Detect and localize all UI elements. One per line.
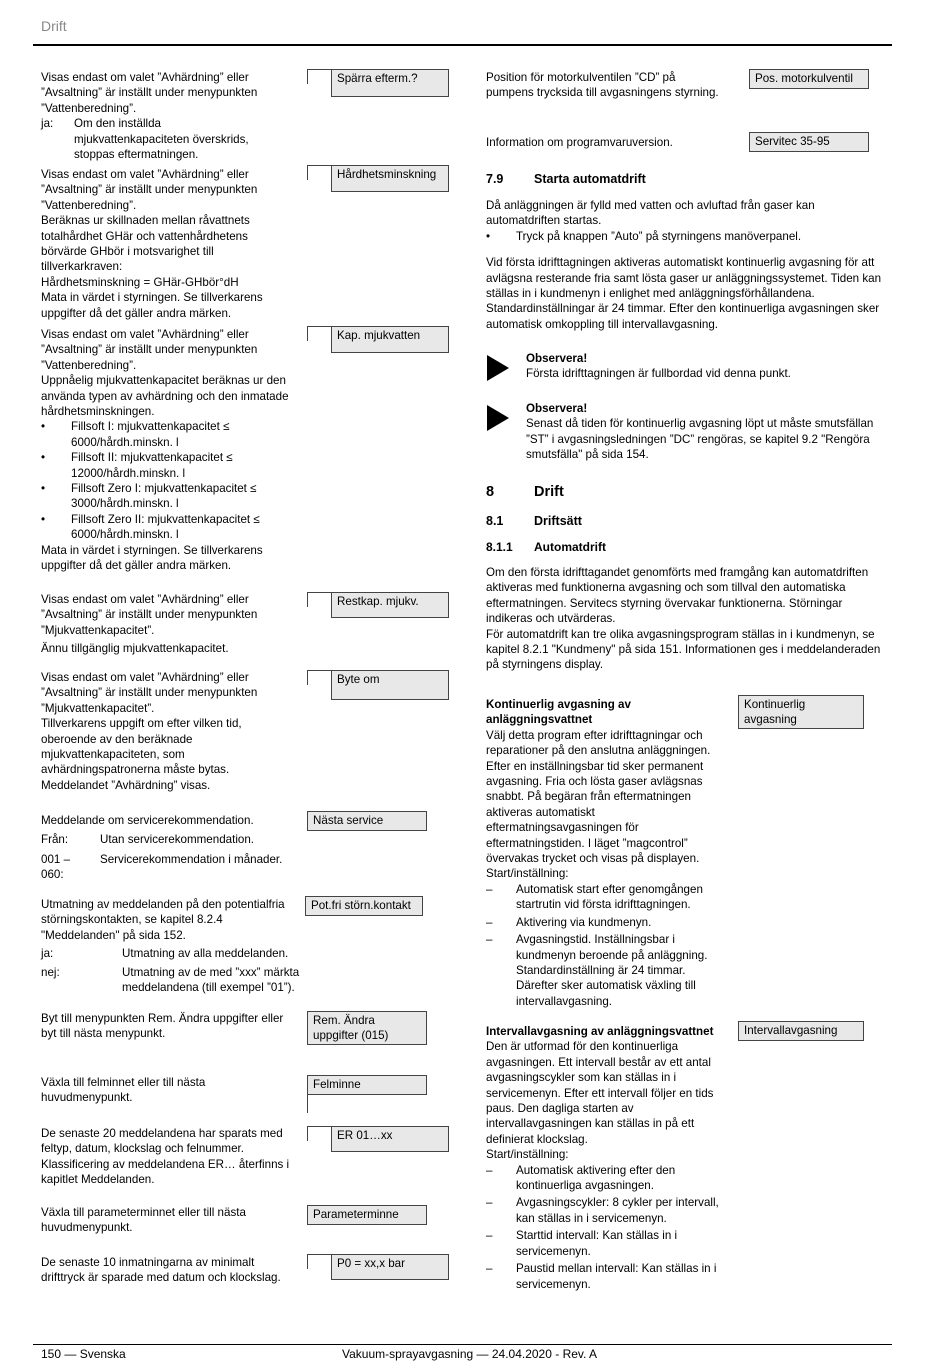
definition-key: ja:	[41, 947, 54, 961]
menu-box-p0: P0 = xx,x bar	[331, 1254, 449, 1280]
paragraph: Utmatning av meddelanden på den potentialfria störningskontakten, se kapitel 8.2.4 "Meddelanden" på sida 152.	[41, 898, 285, 942]
block-kap-mjukvatten	[41, 327, 289, 574]
menu-connector	[307, 1095, 308, 1113]
block-byte-om	[41, 670, 263, 793]
section-heading-8-1	[486, 514, 582, 528]
block-nasta-service	[41, 813, 291, 883]
section-title: Starta automatdrift	[534, 172, 646, 186]
menu-box-kontinuerlig: Kontinuerlig avgasning	[738, 695, 864, 729]
page-number: 150 — Svenska	[41, 1347, 126, 1361]
list-item: • Fillsoft Zero II: mjukvattenkapacitet ≤ 6000/hårdh.minskn. l	[41, 512, 289, 543]
menu-connector	[307, 670, 332, 685]
section-title: Automatdrift	[534, 540, 606, 554]
block-p0	[41, 1255, 291, 1286]
list-item: • Fillsoft I: mjukvattenkapacitet ≤ 6000/hårdh.minskn. l	[41, 419, 289, 450]
definition-key: 001 – 060:	[41, 852, 71, 882]
definition-row	[41, 965, 301, 996]
list-item: • Fillsoft Zero I: mjukvattenkapacitet ≤ 3000/hårdh.minskn. l	[41, 481, 289, 512]
definition-key: nej:	[41, 965, 60, 979]
menu-connector	[307, 165, 332, 180]
program-intervall	[486, 1024, 729, 1292]
block-felminne	[41, 1075, 241, 1106]
menu-connector	[307, 592, 332, 607]
block-sparra-efterm	[41, 70, 263, 162]
list-item: – Starttid intervall: Kan ställas in i servicemenyn.	[486, 1228, 729, 1259]
note-title: Observera!	[526, 402, 588, 415]
menu-box-nasta-service: Nästa service	[307, 811, 427, 831]
note-1	[526, 351, 886, 382]
menu-box-restkap: Restkap. mjukv.	[331, 592, 449, 618]
section-body-7-9	[486, 198, 891, 332]
definition-key: Från:	[41, 833, 69, 847]
definition-value: Utmatning av de med ”xxx” märkta meddelandena (till exempel ”01”).	[122, 965, 300, 995]
menu-box-rem-andra: Rem. Ändra uppgifter (015)	[307, 1011, 427, 1045]
paragraph: Ännu tillgänglig mjukvattenkapacitet.	[41, 642, 229, 656]
program-title: Kontinuerlig avgasning av anläggningsvattnet	[486, 698, 631, 727]
block-rem-andra	[41, 1011, 291, 1042]
paragraph: Visas endast om valet ”Avhärdning” eller ”Avsaltning” är inställt under menypunkten ”Mjukvattenkapacitet”.	[41, 593, 258, 637]
paragraph: De senaste 20 meddelandena har sparats med feltyp, datum, klockslag och felnummer. Klassificering av meddelandena ER… återfinns i kapitlet Meddelanden.	[41, 1127, 290, 1187]
paragraph: Vid första idrifttagningen aktiveras automatiskt kontinuerlig avgasning för att avlägsna resterande fria samt lösta gaser ur anläggningssystemet. Tiden kan ställas in i kundmenyn i enlighet med anläggningsförhållandena. Standardinställningar är 24 timmar. Efter den kontinuerliga avgasningen sker automatisk omkoppling till intervallavgasning.	[486, 256, 882, 331]
menu-box-kap-mjukvatten: Kap. mjukvatten	[331, 326, 449, 353]
section-title: Driftsätt	[534, 514, 582, 528]
definition-key: ja:	[41, 117, 54, 131]
menu-box-intervall: Intervallavgasning	[738, 1021, 864, 1041]
paragraph: Välj detta program efter idrifttagningar och reparationer på den anslutna anläggningen. Efter en inställningsbar tid sker permanent avgasning. Fria och lösta gaser avlägsnas snabbt. På begäran från eftermatningen aktiveras automatiskt eftermatningsavgasningen för eftermatningstiden. I läget ”magcontrol” övervakas trycket och visas på displayen.	[486, 728, 711, 866]
list-item: – Automatisk aktivering efter den kontinuerliga avgasningen.	[486, 1163, 729, 1194]
footer-rule	[33, 1344, 892, 1345]
definition-row	[41, 832, 291, 847]
document-title: Vakuum-sprayavgasning — 24.04.2020 - Rev. A	[342, 1347, 598, 1361]
definition-row	[41, 116, 263, 162]
menu-connector	[307, 1254, 332, 1269]
list-item: – Avgasningstid. Inställningsbar i kundmenyn beroende på anläggning. Standardinställning är 24 timmar. Därefter sker automatisk växling till intervallavgasning.	[486, 932, 729, 1009]
section-number: 7.9	[486, 172, 504, 186]
paragraph: De senaste 10 inmatningarna av minimalt drifttryck är sparade med datum och klockslag.	[41, 1256, 281, 1285]
menu-box-felminne: Felminne	[307, 1075, 427, 1095]
program-title: Intervallavgasning av anläggningsvattnet	[486, 1025, 714, 1038]
block-parameterminne	[41, 1205, 261, 1236]
list-item: – Avgasningscykler: 8 cykler per intervall, kan ställas in i servicemenyn.	[486, 1195, 729, 1226]
block-er-list	[41, 1126, 291, 1188]
section-number: 8.1	[486, 514, 504, 528]
menu-box-sparra-efterm: Spärra efterm.?	[331, 69, 449, 97]
paragraph: Om den första idrifttagandet genomförts med framgång kan automatdriften aktiveras med funktionerna avgasning och som tillval den automatiska eftermatningen. Servitecs styrning övervakar funktionerna. Störningar indikeras och utvärderas.	[486, 566, 869, 626]
list-item: – Automatisk start efter genomgången startrutin vid första idrifttagningen.	[486, 882, 729, 913]
section-number: 8	[486, 484, 495, 500]
note-arrow-icon	[487, 405, 509, 431]
paragraph: Visas endast om valet ”Avhärdning” eller ”Avsaltning” är inställt under menypunkten ”Vattenberedning”.	[41, 168, 258, 212]
section-heading-8-1-1	[486, 540, 606, 554]
paragraph: Byt till menypunkten Rem. Ändra uppgifter eller byt till nästa menypunkt.	[41, 1012, 284, 1041]
note-2	[526, 401, 886, 463]
definition-row	[41, 852, 291, 883]
block-pot-fri	[41, 897, 301, 995]
paragraph: Mata in värdet i styrningen. Se tillverkarens uppgifter då det gäller andra märken.	[41, 543, 263, 573]
section-number: 8.1.1	[486, 540, 513, 554]
paragraph: Den är utformad för den kontinuerliga avgasningen. Ett intervall består av ett antal avgasningscykler som kan ställas in i servicemenyn. Efter ett intervall följer en tids paus. Den dagliga starten av intervallavgasningen kan ställas in på ett definierat klockslag.	[486, 1040, 714, 1146]
list-item: • Tryck på knappen ”Auto” på styrningens manöverpanel.	[486, 229, 891, 244]
section-body-8-1-1	[486, 565, 891, 673]
block-restkap	[41, 592, 263, 657]
chapter-heading-8	[486, 484, 564, 500]
section-heading-7-9	[486, 172, 646, 186]
definition-value: Servicerekommendation i månader.	[100, 852, 283, 866]
paragraph-programvaruversion: Information om programvaruversion.	[486, 136, 673, 149]
list-item: • Fillsoft II: mjukvattenkapacitet ≤ 12000/hårdh.minskn. l	[41, 450, 289, 481]
paragraph: För automatdrift kan tre olika avgasningsprogram ställas in i kundmenyn, se kapitel 8.2.1 "Kundmeny" på sida 151. Informationen ges i meddelanderaden på styrningens display.	[486, 627, 881, 672]
section-title: Drift	[534, 484, 564, 500]
menu-connector	[307, 1126, 332, 1141]
paragraph: Visas endast om valet ”Avhärdning” eller ”Avsaltning” är inställt under menypunkten ”Vattenberedning”.	[41, 328, 258, 372]
note-title: Observera!	[526, 352, 588, 365]
menu-box-pot-fri: Pot.fri störn.kontakt	[305, 896, 423, 916]
dash-list	[486, 882, 729, 1009]
paragraph: Mata in värdet i styrningen. Se tillverkarens uppgifter då det gäller andra märken.	[41, 291, 263, 320]
menu-connector	[307, 326, 332, 341]
header-rule	[33, 44, 892, 46]
note-arrow-icon	[487, 355, 509, 381]
paragraph: Start/inställning:	[486, 867, 569, 881]
paragraph-motorkulventil: Position för motorkulventilen ”CD” på pumpens trycksida till avgasningens styrning.	[486, 71, 719, 100]
list-item: – Paustid mellan intervall: Kan ställas in i servicemenyn.	[486, 1261, 729, 1292]
bullet-list	[486, 229, 891, 244]
paragraph: Uppnåelig mjukvattenkapacitet beräknas ur den använda typen av avhärdning och den inmatade hårdhetsminskningen.	[41, 374, 289, 419]
paragraph: Då anläggningen är fylld med vatten och avluftad från gaser kan automatdriften startas.	[486, 199, 815, 228]
menu-box-er-list: ER 01…xx	[331, 1126, 449, 1152]
menu-box-byte-om: Byte om	[331, 670, 449, 700]
bullet-list	[41, 419, 289, 542]
program-kontinuerlig	[486, 697, 729, 1009]
definition-value: Utmatning av alla meddelanden.	[122, 947, 289, 961]
paragraph: Visas endast om valet ”Avhärdning” eller ”Avsaltning” är inställt under menypunkten ”Mjukvattenkapacitet”.	[41, 671, 258, 715]
paragraph: Visas endast om valet ”Avhärdning” eller ”Avsaltning” är inställt under menypunkten ”Vattenberedning”.	[41, 71, 258, 115]
note-text: Första idrifttagningen är fullbordad vid denna punkt.	[526, 367, 791, 381]
paragraph: Växla till parameterminnet eller till nästa huvudmenypunkt.	[41, 1206, 246, 1235]
paragraph: Växla till felminnet eller till nästa huvudmenypunkt.	[41, 1076, 206, 1105]
block-hardhetsminskning	[41, 167, 291, 321]
menu-box-servitec: Servitec 35-95	[749, 132, 869, 152]
paragraph: Beräknas ur skillnaden mellan råvattnets totalhårdhet GHär och vattenhårdhetens börvärde GHbör i motsvarighet till tillverkarkraven:	[41, 214, 250, 274]
formula: Hårdhetsminskning = GHär-GHbör°dH	[41, 275, 239, 289]
definition-value: Utan servicerekommendation.	[100, 833, 255, 847]
definition-value: Om den inställda mjukvattenkapaciteten överskrids, stoppas eftermatningen.	[74, 117, 249, 162]
paragraph: Tillverkarens uppgift om efter vilken tid, oberoende av den beräknade mjukvattenkapaciteten, som avhärdningspatronerna måste bytas. Meddelandet ”Avhärdning” visas.	[41, 717, 242, 792]
menu-box-parameterminne: Parameterminne	[307, 1205, 427, 1225]
definition-row	[41, 946, 301, 961]
menu-connector	[307, 69, 332, 84]
menu-box-pos-motorkulventil: Pos. motorkulventil	[749, 69, 869, 89]
paragraph: Start/inställning:	[486, 1148, 569, 1162]
running-header: Drift	[41, 18, 67, 34]
paragraph: Meddelande om servicerekommendation.	[41, 814, 254, 827]
note-text: Senast då tiden för kontinuerlig avgasning löpt ut måste smutsfällan ”ST” i avgasningsledningen ”DC” rengöras, se kapitel 9.2 "Rengöra smutsfälla" på sida 154.	[526, 417, 874, 462]
dash-list	[486, 1163, 729, 1292]
list-item: – Aktivering via kundmenyn.	[486, 915, 729, 930]
menu-box-hardhetsminskning: Hårdhetsminskning	[331, 165, 449, 192]
